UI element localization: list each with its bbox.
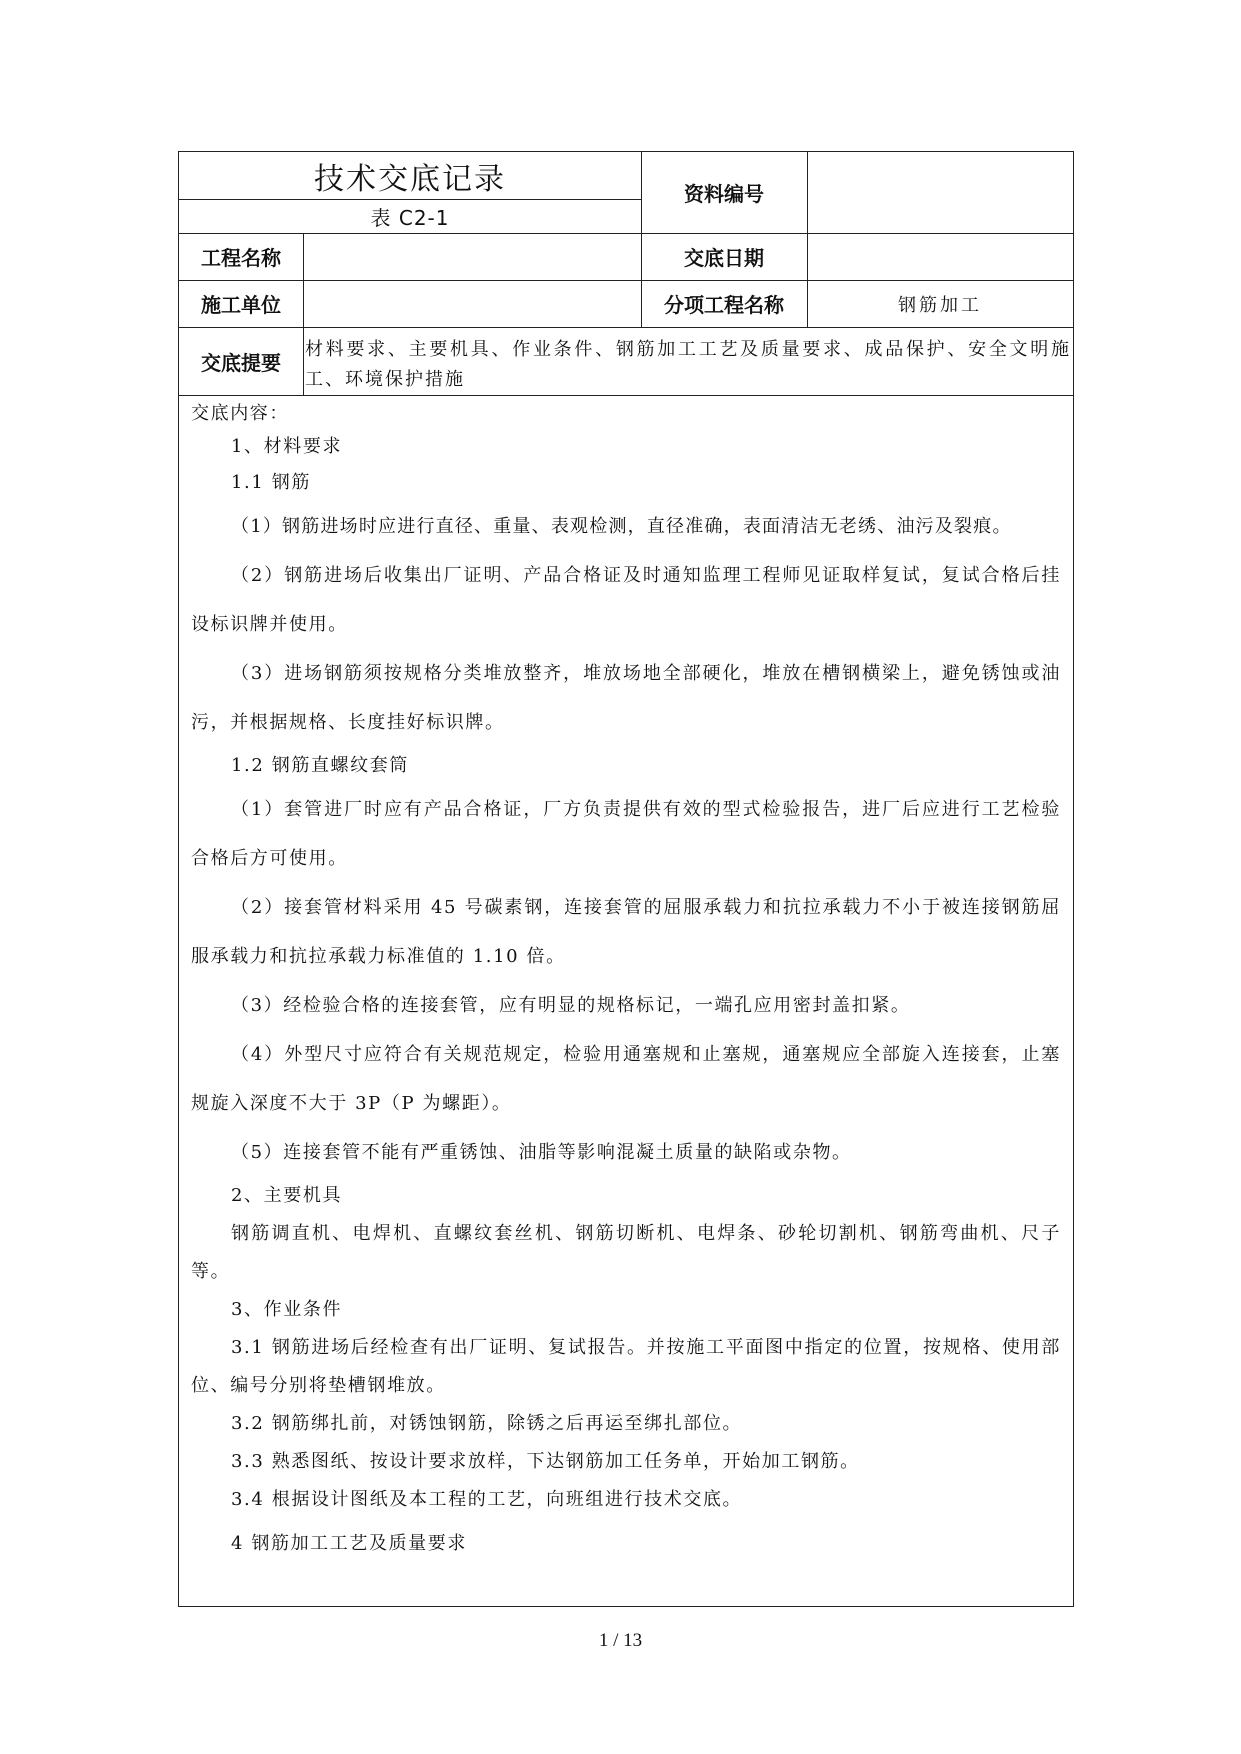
- section-heading: 2、主要机具: [231, 1185, 343, 1206]
- paragraph: 钢筋调直机、电焊机、直螺纹套丝机、钢筋切断机、电焊条、砂轮切割机、钢筋弯曲机、尺子等。: [191, 1223, 1061, 1282]
- disclosure-date-value: [807, 233, 1073, 280]
- paragraph: （3）进场钢筋须按规格分类堆放整齐，堆放场地全部硬化，堆放在槽钢横梁上，避免锈蚀或油污，并根据规格、长度挂好标识牌。: [191, 663, 1061, 733]
- summary-value: 材料要求、主要机具、作业条件、钢筋加工工艺及质量要求、成品保护、安全文明施工、环境保护措施: [305, 339, 1071, 390]
- page-number: 1 / 13: [598, 1630, 643, 1651]
- contractor-label: 施工单位: [201, 293, 281, 317]
- disclosure-record-form: [178, 151, 1074, 1607]
- paragraph: （2）钢筋进场后收集出厂证明、产品合格证及时通知监理工程师见证取样复试，复试合格后挂设标识牌并使用。: [191, 565, 1061, 635]
- disclosure-date-label: 交底日期: [684, 246, 764, 270]
- section-heading: 4 钢筋加工工艺及质量要求: [231, 1533, 467, 1554]
- paragraph: 3.4 根据设计图纸及本工程的工艺，向班组进行技术交底。: [231, 1489, 743, 1510]
- divider-row-4: [179, 395, 1073, 396]
- subproject-value: 钢筋加工: [898, 294, 982, 316]
- contractor-value: [303, 280, 641, 327]
- summary-label: 交底提要: [201, 350, 281, 375]
- subsection-heading: 1.2 钢筋直螺纹套筒: [231, 755, 409, 776]
- paragraph: （2）接套管材料采用 45 号碳素钢，连接套管的屈服承载力和抗拉承载力不小于被连接钢筋屈服承载力和抗拉承载力标准值的 1.10 倍。: [191, 897, 1061, 967]
- project-name-label: 工程名称: [201, 246, 281, 270]
- divider-row-3: [179, 327, 1073, 328]
- paragraph: （5）连接套管不能有严重锈蚀、油脂等影响混凝土质量的缺陷或杂物。: [231, 1142, 852, 1163]
- doc-number-label: 资料编号: [684, 182, 764, 206]
- paragraph: （1）套管进厂时应有产品合格证，厂方负责提供有效的型式检验报告，进厂后应进行工艺检验合格后方可使用。: [191, 799, 1061, 869]
- content-label: 交底内容：: [191, 403, 289, 424]
- paragraph: （1）钢筋进场时应进行直径、重量、表观检测，直径准确，表面清洁无老绣、油污及裂痕。: [231, 516, 1012, 537]
- paragraph: （4）外型尺寸应符合有关规范规定，检验用通塞规和止塞规，通塞规应全部旋入连接套，止塞规旋入深度不大于 3P（P 为螺距）。: [191, 1044, 1061, 1114]
- form-title: 技术交底记录: [314, 161, 506, 197]
- project-name-value: [303, 233, 641, 280]
- paragraph: （3）经检验合格的连接套管，应有明显的规格标记，一端孔应用密封盖扣紧。: [231, 995, 911, 1016]
- subproject-label: 分项工程名称: [664, 293, 784, 317]
- subsection-heading: 1.1 钢筋: [231, 472, 311, 493]
- paragraph: 3.1 钢筋进场后经检查有出厂证明、复试报告。并按施工平面图中指定的位置，按规格、使用部位、编号分别将垫槽钢堆放。: [191, 1337, 1061, 1396]
- form-number: 表 C2-1: [370, 205, 450, 230]
- section-heading: 1、材料要求: [231, 436, 343, 457]
- section-heading: 3、作业条件: [231, 1299, 343, 1320]
- doc-number-value: [807, 152, 1073, 233]
- disclosure-content: [191, 399, 1061, 1568]
- paragraph: 3.2 钢筋绑扎前，对锈蚀钢筋，除锈之后再运至绑扎部位。: [231, 1413, 743, 1434]
- paragraph: 3.3 熟悉图纸、按设计要求放样，下达钢筋加工任务单，开始加工钢筋。: [231, 1451, 860, 1472]
